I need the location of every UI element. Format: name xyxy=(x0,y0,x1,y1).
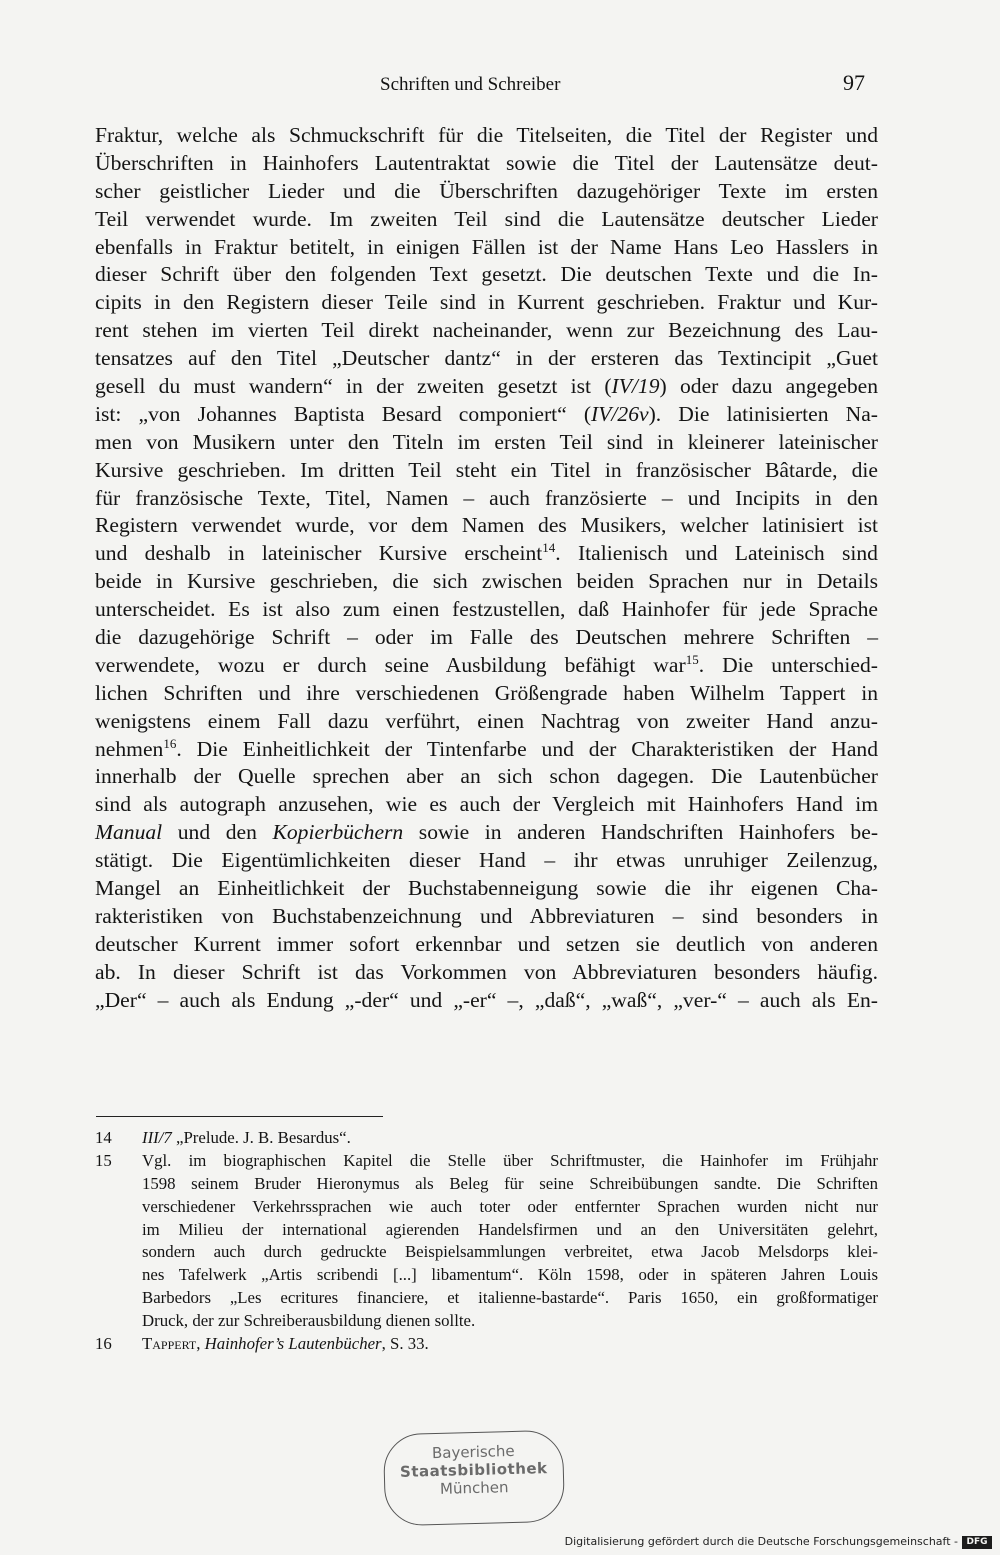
body-line: Manual und den Kopierbüchern sowie in anderen Handschriften Hainhofers be- xyxy=(95,820,879,845)
work-title: Kopierbüchern xyxy=(272,820,404,845)
body-line: men von Musikern unter den Titeln im ersten Teil sind in kleinerer lateinischer xyxy=(95,429,878,454)
footnote-number: 15 xyxy=(95,1150,112,1170)
author-name: Tappert xyxy=(142,1334,197,1354)
body-line: Teil verwendet wurde. Im zweiten Teil sind die Lautensätze deutscher Lieder xyxy=(95,206,878,231)
library-stamp: Bayerische Staatsbibliothek München xyxy=(383,1430,565,1527)
footnotes xyxy=(95,1127,878,1356)
body-line: für französische Texte, Titel, Namen – auch französierte – und Incipits in den xyxy=(95,485,878,510)
body-line: ebenfalls in Fraktur betitelt, in einigen Fällen ist der Name Hans Leo Hasslers in xyxy=(95,234,878,259)
body-line: lichen Schriften und ihre verschiedenen Größengrade haben Wilhelm Tappert in xyxy=(95,680,878,705)
footnote-divider xyxy=(96,1116,383,1117)
body-line: rakteristiken von Buchstabenzeichnung und Abbreviaturen – sind besonders in xyxy=(95,903,878,928)
body-line: dieser Schrift über den folgenden Text gesetzt. Die deutschen Texte und die In- xyxy=(95,262,878,287)
body-line: scher geistlicher Lieder und die Überschriften dazugehöriger Texte im ersten xyxy=(95,178,878,203)
source-reference: III/7 xyxy=(142,1128,172,1147)
work-title: Hainhofer’s Lautenbücher xyxy=(204,1334,382,1354)
body-line: wenigstens einem Fall dazu verführt, einen Nachtrag von zweiter Hand anzu- xyxy=(95,708,878,733)
body-line: unterscheidet. Es ist also zum einen festzustellen, daß Hainhofer für jede Sprache xyxy=(95,597,878,622)
footnote-text: Vgl. im biographischen Kapitel die Stelle über Schriftmuster, die Hainhofer im Frühjahr 1598 seinem Bruder Hieronymus als Beleg für seine Schreibübungen sandte. Die Schriften verschiedener Verkehrssprachen wie auch toter oder entfernter Sprachen wurden nicht nur im Milieu der international agierenden Handelsfirmen und an den Universitäten gelehrt, sondern auch durch gedruckte Beispielsammlungen verbreitet, etwa Jacob Melsdorps klei- nes Tafelwerk „Artis scribendi [...] libamentum“. Köln 1598, oder in späteren Jahren Louis Barbedors „Les ecritures financiere, et italienne-bastarde“. Paris 1650, ein großformatiger Druck, der zur Schreiberausbildung dienen sollte. xyxy=(142,1150,878,1331)
body-line: beide in Kursive geschrieben, die sich zwischen beiden Sprachen nur in Details xyxy=(95,569,878,594)
body-line: „Der“ – auch als Endung „-der“ und „-er“ –, „daß“, „waß“, „ver-“ – auch als En- xyxy=(95,987,878,1012)
work-title: Manual xyxy=(95,820,163,845)
source-reference: IV/26v xyxy=(591,401,649,426)
body-line: ab. In dieser Schrift ist das Vorkommen von Abbreviaturen besonders häufig. xyxy=(95,959,878,984)
body-line: die dazugehörige Schrift – oder im Falle des Deutschen mehrere Schriften – xyxy=(95,625,878,650)
footnote xyxy=(95,1333,878,1356)
body-text xyxy=(95,122,878,1015)
body-line: rent stehen im vierten Teil direkt nacheinander, wenn zur Bezeichnung des Lau- xyxy=(95,318,878,343)
body-line: innerhalb der Quelle sprechen aber an sich schon dagegen. Die Lautenbücher xyxy=(95,764,878,789)
footnote-text: III/7 „Prelude. J. B. Besardus“. xyxy=(142,1128,351,1147)
body-line: gesell du must wandern“ in der zweiten gesetzt ist (IV/19) oder dazu angegeben xyxy=(95,374,878,399)
digitization-credit: Digitalisierung gefördert durch die Deutsche Forschungsgemeinschaft - xyxy=(564,1535,958,1548)
running-head: Schriften und Schreiber xyxy=(380,74,561,95)
body-line: nehmen$^{16}$. Die Einheitlichkeit der Tintenfarbe und der Charakteristiken der Hand xyxy=(95,735,878,761)
page-number: 97 xyxy=(843,70,865,95)
body-line: ist: „von Johannes Baptista Besard componiert“ (IV/26v). Die latinisierten Na- xyxy=(95,401,878,426)
body-line: Registern verwendet wurde, vor dem Namen des Musikers, welcher latinisiert ist xyxy=(95,513,878,538)
body-line: tensatzes auf den Titel „Deutscher dantz“ in der ersteren das Textincipit „Guet xyxy=(95,346,878,371)
dfg-logo: DFG xyxy=(962,1536,992,1549)
footnote-marker: 16 xyxy=(163,735,177,751)
body-line: Mangel an Einheitlichkeit der Buchstabenneigung sowie die ihr eigenen Cha- xyxy=(95,876,878,901)
body-line: Kursive geschrieben. Im dritten Teil steht ein Titel in französischer Bâtarde, die xyxy=(95,457,878,482)
body-line: cipits in den Registern dieser Teile sind in Kurrent geschrieben. Fraktur und Kur- xyxy=(95,290,878,315)
body-line: Fraktur, welche als Schmuckschrift für die Titelseiten, die Titel der Register und xyxy=(95,123,878,147)
body-line: und deshalb in lateinischer Kursive erscheint$^{14}$. Italienisch und Lateinisch sind xyxy=(95,540,878,566)
body-line: deutscher Kurrent immer sofort erkennbar und setzen sie deutlich von anderen xyxy=(95,931,878,956)
footnote-number: 14 xyxy=(95,1128,112,1147)
footnote-text: Tappert, Hainhofer’s Lautenbücher, S. 33. xyxy=(142,1334,429,1354)
body-line: stätigt. Die Eigentümlichkeiten dieser Hand – ihr etwas unruhiger Zeilenzug, xyxy=(95,848,878,873)
footnote-number: 16 xyxy=(95,1334,112,1354)
body-line: sind als autograph anzusehen, wie es auch der Vergleich mit Hainhofers Hand im xyxy=(95,792,878,817)
footnote xyxy=(95,1150,878,1333)
body-line: Überschriften in Hainhofers Lautentraktat sowie die Titel der Lautensätze deut- xyxy=(95,150,878,175)
footnote-marker: 15 xyxy=(685,651,699,667)
source-reference: IV/19 xyxy=(611,374,660,399)
body-line: verwendete, wozu er durch seine Ausbildung befähigt war$^{15}$. Die unterschied- xyxy=(95,651,878,677)
footnote xyxy=(95,1127,878,1150)
footnote-marker: 14 xyxy=(542,540,556,556)
page-header xyxy=(0,70,1000,100)
